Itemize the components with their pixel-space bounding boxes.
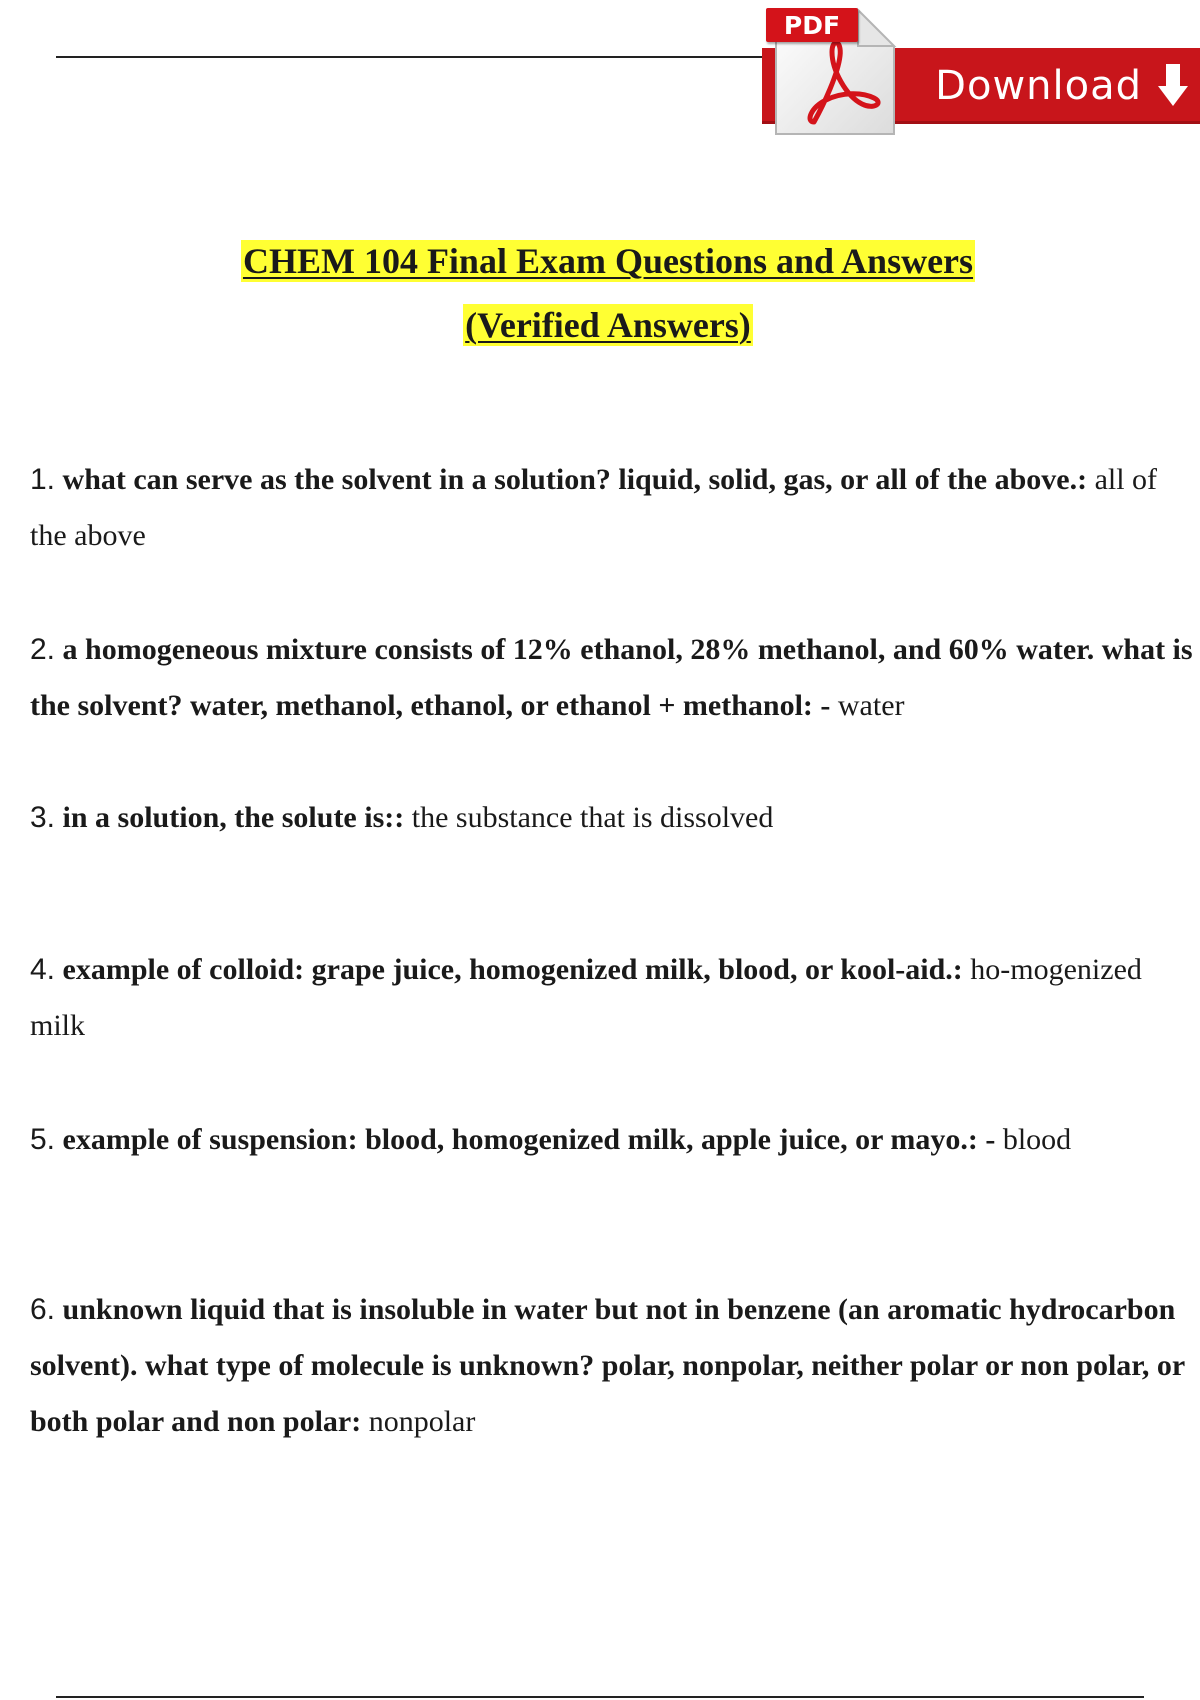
title-line-2: (Verified Answers) <box>465 305 751 345</box>
question-item-3 <box>30 790 1200 846</box>
question-text: what can serve as the solvent in a solution? liquid, solid, gas, or all of the above.: <box>62 463 1088 496</box>
question-number: 4. <box>30 953 56 986</box>
document-title <box>0 240 1200 346</box>
title-line-1: CHEM 104 Final Exam Questions and Answers <box>242 241 974 281</box>
question-number: 1. <box>30 463 56 496</box>
answer-text: blood <box>1002 1123 1072 1156</box>
question-number: 3. <box>30 801 56 834</box>
pdf-label: PDF <box>766 8 858 42</box>
question-number: 2. <box>30 633 56 666</box>
question-text: example of suspension: blood, homogenized milk, apple juice, or mayo.: - <box>62 1123 996 1156</box>
question-item-2 <box>30 622 1200 734</box>
top-rule <box>56 56 776 58</box>
question-item-4 <box>30 942 1200 1054</box>
question-text: in a solution, the solute is:: <box>62 801 405 834</box>
bottom-rule <box>56 1696 1144 1698</box>
question-item-6 <box>30 1282 1200 1450</box>
question-number: 6. <box>30 1293 56 1326</box>
question-item-5 <box>30 1112 1200 1168</box>
download-label: Download <box>935 63 1142 109</box>
answer-text: water <box>837 689 905 722</box>
answer-text: ho-mogenized milk <box>30 953 1142 1042</box>
answer-text: nonpolar <box>368 1405 476 1438</box>
answer-text: the substance that is dissolved <box>411 801 774 834</box>
answer-text: all of the above <box>30 463 1158 552</box>
question-text: unknown liquid that is insoluble in water but not in benzene (an aromatic hydrocarbon solvent). what type of molecule is unknown? polar, nonpolar, neither polar or non polar, or both polar and non polar: <box>30 1293 1185 1438</box>
question-item-1 <box>30 452 1200 564</box>
question-text: a homogeneous mixture consists of 12% ethanol, 28% methanol, and 60% water. what is the solvent? water, methanol, ethanol, or ethanol + methanol: - <box>30 633 1193 722</box>
question-text: example of colloid: grape juice, homogenized milk, blood, or kool-aid.: <box>62 953 963 986</box>
question-number: 5. <box>30 1123 56 1156</box>
download-arrow-icon <box>1156 62 1190 110</box>
